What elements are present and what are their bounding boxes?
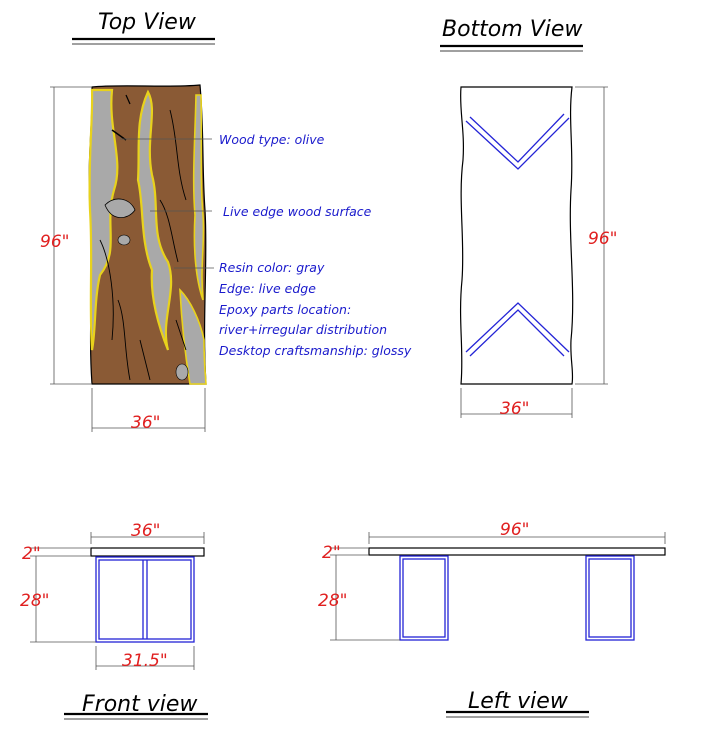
bottom-length-label: 96"	[588, 229, 618, 249]
front-height-label: 28"	[20, 591, 50, 611]
left-view	[318, 520, 665, 717]
bottom-width-label: 36"	[500, 399, 530, 419]
bottom-view-title: Bottom View	[442, 17, 583, 42]
front-leg-frame	[96, 557, 194, 642]
left-leg-2	[586, 556, 634, 640]
left-length-label: 96"	[500, 520, 530, 540]
slab-top-surface	[89, 85, 206, 384]
note-desktop-craftsmanship: Desktop craftsmanship: glossy	[219, 343, 412, 358]
front-width-label: 36"	[131, 521, 161, 541]
front-view	[20, 521, 208, 719]
left-tabletop	[369, 548, 665, 555]
front-thickness-label: 2"	[22, 544, 41, 564]
bottom-view	[440, 17, 617, 419]
note-edge: Edge: live edge	[219, 281, 316, 296]
top-width-label: 36"	[131, 413, 161, 433]
note-live-edge-surface: Live edge wood surface	[223, 204, 372, 219]
front-leg-width-label: 31.5"	[122, 651, 168, 671]
left-leg-1	[400, 556, 448, 640]
note-epoxy-distribution: river+irregular distribution	[219, 322, 388, 337]
left-height-label: 28"	[318, 591, 348, 611]
top-length-label: 96"	[40, 232, 70, 252]
top-view	[40, 10, 412, 433]
note-wood-type: Wood type: olive	[219, 132, 325, 147]
left-view-title: Left view	[468, 689, 568, 714]
left-thickness-label: 2"	[322, 543, 341, 563]
note-epoxy-location: Epoxy parts location:	[219, 302, 352, 317]
front-tabletop	[91, 548, 204, 556]
note-resin-color: Resin color: gray	[219, 260, 325, 275]
front-view-title: Front view	[82, 692, 198, 717]
top-view-title: Top View	[98, 10, 196, 35]
